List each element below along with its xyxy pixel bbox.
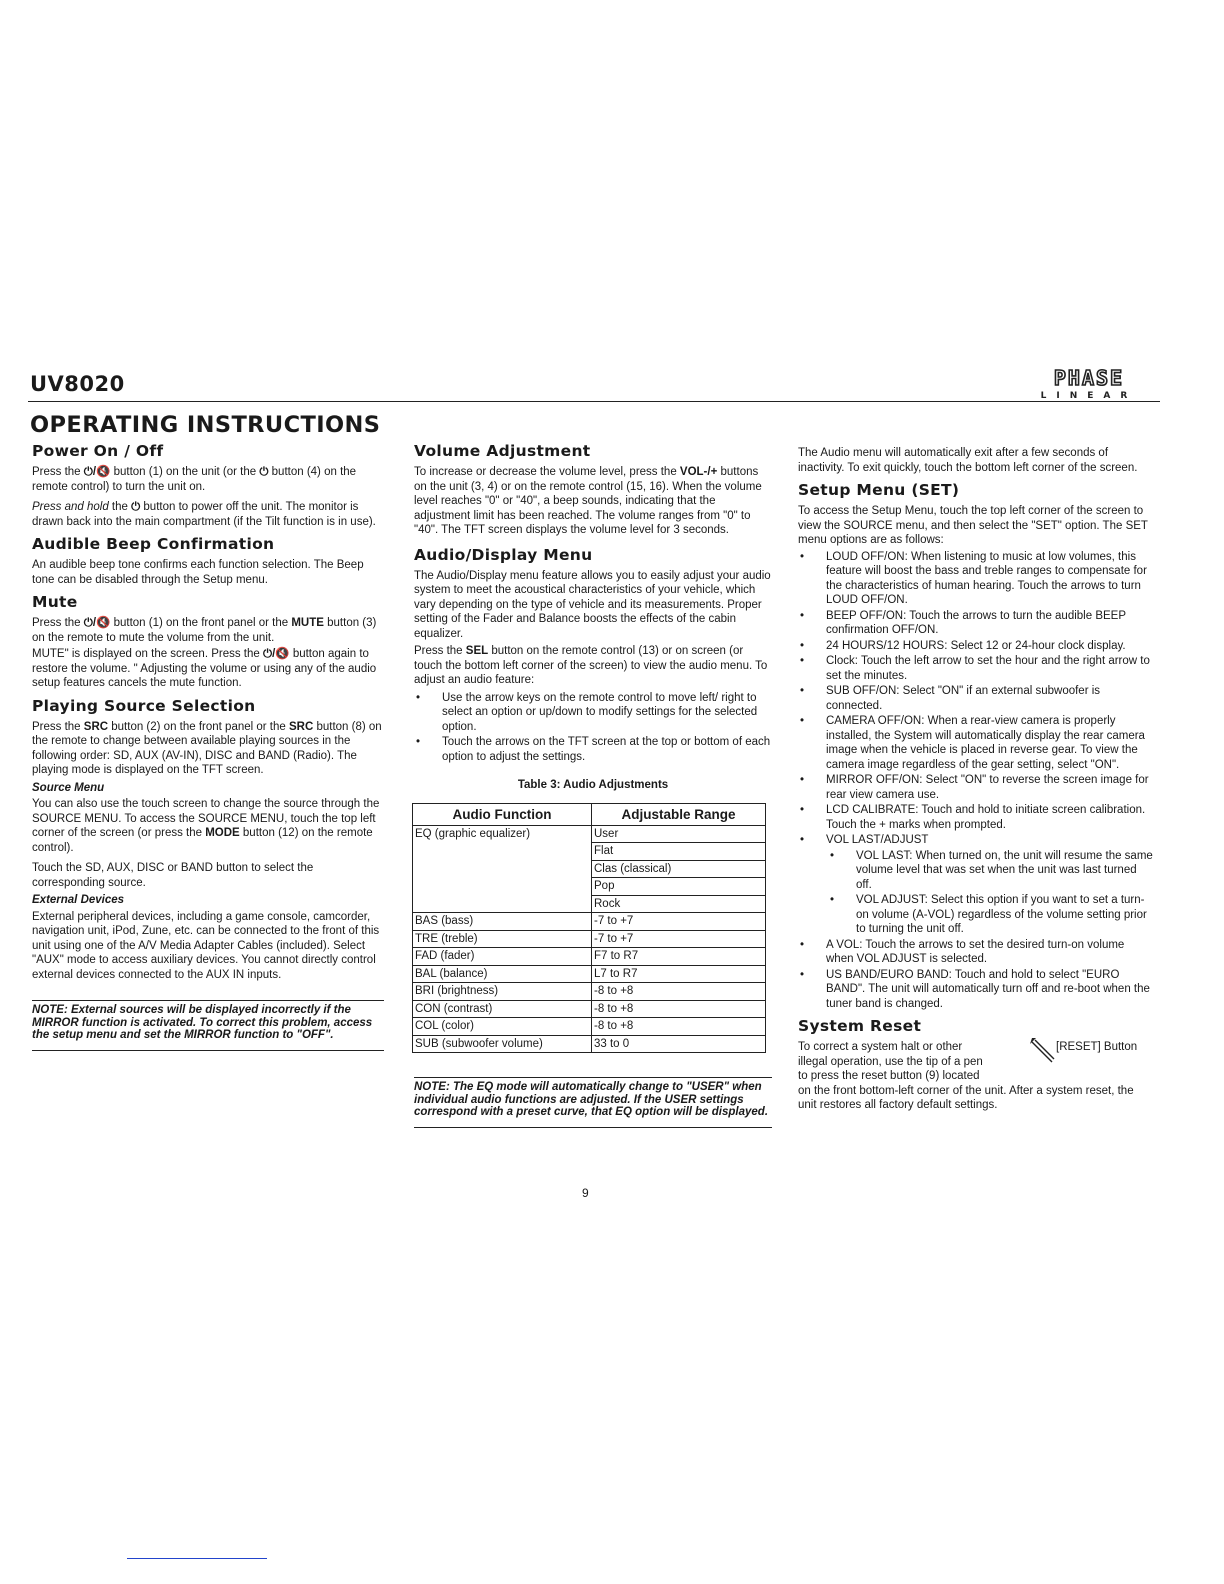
beep-heading: Audible Beep Confirmation <box>32 535 275 553</box>
table-row <box>413 825 766 843</box>
table-cell-range: -7 to +7 <box>592 930 766 948</box>
audio-paragraph-1: The Audio/Display menu feature allows you to easily adjust your audio system to meet the acoustical characteristics of your vehicle, which vary depending on the type of vehicle and its measurements. Proper setting of the Fader and Balance boosts the effects of the cabin equalizer. <box>414 569 771 640</box>
mute-paragraph-1: Press the ⏻/🔇 button (1) on the front panel or the MUTE button (3) on the remote to mute the volume from the unit. <box>32 617 377 644</box>
reset-line-2: illegal operation, use the tip of a pen <box>798 1055 983 1068</box>
note-external-sources: NOTE: External sources will be displayed incorrectly if the MIRROR function is activated. To correct this problem, access the setup menu and set the MIRROR function to "OFF". <box>32 1000 384 1051</box>
reset-line-3: to press the reset button (9) located <box>798 1070 980 1082</box>
table-cell-function: EQ (graphic equalizer) <box>413 825 592 913</box>
model-name: UV8020 <box>30 372 125 396</box>
page-title: OPERATING INSTRUCTIONS <box>30 412 381 438</box>
list-item: • LCD CALIBRATE: Touch and hold to initiate screen calibration. Touch the + marks when prompted. <box>798 803 1154 832</box>
list-item: • 24 HOURS/12 HOURS: Select 12 or 24-hour clock display. <box>798 639 1154 654</box>
page-number: 9 <box>582 1186 589 1200</box>
phase-linear-logo <box>1024 368 1154 400</box>
reset-line-4: on the front bottom-left corner of the unit. After a system reset, the unit restores all factory default settings. <box>798 1084 1134 1111</box>
bottom-rule <box>127 1558 267 1559</box>
table-row <box>413 1035 766 1053</box>
table-row <box>413 948 766 966</box>
table-cell-range: Rock <box>592 895 766 913</box>
list-item: • A VOL: Touch the arrows to set the desired turn-on volume when VOL ADJUST is selected. <box>798 938 1154 967</box>
mute-paragraph-2: MUTE" is displayed on the screen. Press the ⏻/🔇 button again to restore the volume. " Adjusting the volume or using any of the audio setup features cancels the mute function. <box>32 648 377 689</box>
power-heading: Power On / Off <box>32 442 164 460</box>
list-item: • SUB OFF/ON: Select "ON" if an external subwoofer is connected. <box>798 684 1154 713</box>
table-header-function: Audio Function <box>413 803 592 825</box>
reset-heading: System Reset <box>798 1017 922 1035</box>
power-paragraph-2: Press and hold the ⏻ button to power off the unit. The monitor is drawn back into the main compartment (if the Tilt function is in use). <box>32 501 376 528</box>
source-heading: Playing Source Selection <box>32 696 256 715</box>
table-cell-range: 33 to 0 <box>592 1035 766 1053</box>
table-cell-range: -7 to +7 <box>592 913 766 931</box>
table-cell-range: -8 to +8 <box>592 1000 766 1018</box>
external-devices-subheading: External Devices <box>32 894 125 906</box>
list-item: • VOL LAST/ADJUST <box>798 833 1154 848</box>
power-paragraph-1: Press the ⏻/🔇 button (1) on the unit (or the ⏻ button (4) on the remote control) to turn the unit on. <box>32 466 357 493</box>
source-paragraph-4: External peripheral devices, including a game console, camcorder, navigation unit, iPod, Zune, etc. can be connected to the front of this unit using one of the A/V Media Adapter Cables (included). Select "AUX" mode to access auxiliary devices. You cannot directly control external devices connected to the AUX IN inputs. <box>32 910 380 981</box>
logo-top-text: PHASE <box>1053 368 1125 390</box>
table-row <box>413 983 766 1001</box>
logo-bottom-text: LINEAR <box>1040 391 1138 400</box>
column-3 <box>798 446 1154 1113</box>
setup-heading: Setup Menu (SET) <box>798 481 960 499</box>
audio-adjustments-table <box>412 803 766 1054</box>
table-cell-function: FAD (fader) <box>413 948 592 966</box>
reset-line-1: To correct a system halt or other <box>798 1041 963 1053</box>
volume-paragraph: To increase or decrease the volume level, press the VOL-/+ buttons on the unit (3, 4) or on the remote control (15, 16). When the volume level reaches "0" or "40", a beep sounds, indicating that the adjustment limit has been reached. The volume ranges from "0" to "40". The TFT screen displays the volume level for 3 seconds. <box>414 466 762 536</box>
table-row <box>413 965 766 983</box>
source-paragraph-3: Touch the SD, AUX, DISC or BAND button to select the corresponding source. <box>32 862 314 889</box>
table-row <box>413 1018 766 1036</box>
table-cell-function: BAL (balance) <box>413 965 592 983</box>
column-2 <box>414 442 772 1128</box>
table-cell-range: -8 to +8 <box>592 1018 766 1036</box>
table-cell-range: User <box>592 825 766 843</box>
table-cell-function: CON (contrast) <box>413 1000 592 1018</box>
audio-heading: Audio/Display Menu <box>414 545 593 564</box>
power-mute-icon: ⏻/🔇 <box>83 617 111 629</box>
volume-heading: Volume Adjustment <box>414 442 591 460</box>
power-icon: ⏻ <box>259 466 269 478</box>
power-mute-icon: ⏻/🔇 <box>83 466 111 478</box>
power-icon: ⏻ <box>131 501 141 513</box>
table-caption: Table 3: Audio Adjustments <box>517 779 669 791</box>
source-paragraph-2: You can also use the touch screen to change the source through the SOURCE MENU. To access the SOURCE MENU, touch the top left corner of the screen (or press the MODE button (12) on the remote control). <box>32 798 380 854</box>
mute-heading: Mute <box>32 593 78 611</box>
setup-options-list-2 <box>798 938 1154 1012</box>
setup-paragraph: To access the Setup Menu, touch the top left corner of the screen to view the SOURCE menu, and then select the "SET" option. The SET menu options are as follows: <box>798 505 1148 546</box>
table-cell-function: BAS (bass) <box>413 913 592 931</box>
table-cell-range: Flat <box>592 843 766 861</box>
audio-paragraph-2: Press the SEL button on the remote control (13) or on screen (or touch the bottom left corner of the screen) to view the audio menu. To adjust an audio feature: <box>414 645 768 686</box>
list-item: • MIRROR OFF/ON: Select "ON" to reverse the screen image for rear view camera use. <box>798 773 1154 802</box>
header-rule <box>28 401 1160 402</box>
beep-paragraph: An audible beep tone confirms each function selection. The Beep tone can be disabled through the Setup menu. <box>32 559 364 586</box>
table-cell-range: -8 to +8 <box>592 983 766 1001</box>
source-menu-subheading: Source Menu <box>32 781 105 794</box>
column-1 <box>32 442 384 1051</box>
audio-exit-paragraph: The Audio menu will automatically exit after a few seconds of inactivity. To exit quickly, touch the bottom left corner of the screen. <box>798 447 1138 474</box>
table-cell-function: TRE (treble) <box>413 930 592 948</box>
list-item: • LOUD OFF/ON: When listening to music at low volumes, this feature will boost the bass and treble ranges to compensate for the characteristics of human hearing. Touch the arrows to turn LOUD OFF/ON. <box>798 550 1154 608</box>
source-paragraph-1: Press the SRC button (2) on the front panel or the SRC button (8) on the remote to change between available playing sources in the following order: SD, AUX (AV-IN), DISC and BAND (Radio). The playing mode is displayed on the TFT screen. <box>32 720 382 776</box>
list-item: • VOL ADJUST: Select this option if you want to set a turn-on volume (A-VOL) regardless of the volume setting prior to turning the unit off. <box>828 893 1154 937</box>
vol-sub-options-list <box>828 849 1154 937</box>
table-cell-range: Clas (classical) <box>592 860 766 878</box>
table-row <box>413 913 766 931</box>
pen-icon <box>1028 1036 1058 1066</box>
table-cell-function: BRI (brightness) <box>413 983 592 1001</box>
power-mute-icon: ⏻/🔇 <box>263 648 290 660</box>
table-cell-range: F7 to R7 <box>592 948 766 966</box>
list-item: • Touch the arrows on the TFT screen at the top or bottom of each option to adjust the settings. <box>414 735 772 764</box>
list-item: • Clock: Touch the left arrow to set the hour and the right arrow to set the minutes. <box>798 654 1154 683</box>
setup-options-list <box>798 550 1154 848</box>
audio-bullets <box>414 691 772 765</box>
reset-button-label: [RESET] Button <box>1056 1041 1138 1053</box>
list-item: • VOL LAST: When turned on, the unit will resume the same volume level that was set when the unit was last turned off. <box>828 849 1154 893</box>
table-cell-function: SUB (subwoofer volume) <box>413 1035 592 1053</box>
reset-section <box>798 1040 1154 1113</box>
note-eq-mode: NOTE: The EQ mode will automatically change to "USER" when individual audio functions are adjusted. If the USER settings correspond with a preset curve, that EQ option will be displayed. <box>414 1077 772 1128</box>
table-row <box>413 930 766 948</box>
table-header-range: Adjustable Range <box>592 803 766 825</box>
list-item: • US BAND/EURO BAND: Touch and hold to select "EURO BAND". The unit will automatically turn off and re-boot when the tuner band is changed. <box>798 968 1154 1012</box>
list-item: • BEEP OFF/ON: Touch the arrows to turn the audible BEEP confirmation OFF/ON. <box>798 609 1154 638</box>
list-item: • Use the arrow keys on the remote control to move left/ right to select an option or up/down to modify settings for the selected option. <box>414 691 772 735</box>
list-item: • CAMERA OFF/ON: When a rear-view camera is properly installed, the System will automatically display the rear camera image when the vehicle is placed in reverse gear. To view the camera image regardless of the gear setting, select "ON". <box>798 714 1154 772</box>
table-cell-range: L7 to R7 <box>592 965 766 983</box>
table-header-row <box>413 803 766 825</box>
table-row <box>413 1000 766 1018</box>
table-cell-range: Pop <box>592 878 766 896</box>
table-cell-function: COL (color) <box>413 1018 592 1036</box>
